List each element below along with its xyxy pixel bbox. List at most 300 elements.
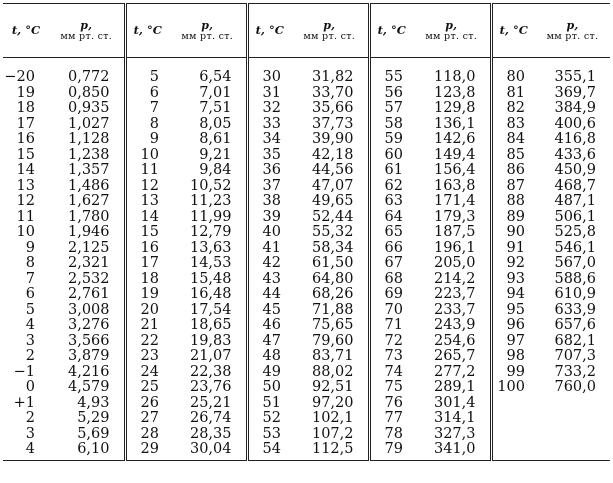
pressure-cell: 2,761 (49, 287, 125, 303)
temperature-cell: 9 (149, 131, 159, 147)
pressure-cell: 7,51 (169, 101, 247, 117)
pressure-cell: 71,88 (291, 303, 369, 319)
pressure-cell: 1,627 (49, 194, 125, 210)
pressure-cell: 633,9 (554, 301, 596, 318)
temperature-cell: 4 (3, 442, 49, 460)
pressure-cell: 277,2 (413, 365, 491, 381)
pressure-cell: 3,879 (49, 349, 125, 365)
temperature-cell: 98 (506, 348, 525, 364)
pressure-cell: 289,1 (413, 380, 491, 396)
temperature-cell: 78 (384, 425, 403, 442)
temperature-cell: 5 (25, 301, 35, 318)
pressure-cell: 0,935 (49, 101, 125, 117)
temperature-cell: 41 (262, 239, 281, 256)
pressure-cell: 10,52 (169, 179, 247, 195)
header-pressure-symbol: p, (80, 18, 93, 32)
temperature-cell: 84 (506, 131, 525, 147)
temperature-cell: 86 (506, 162, 525, 178)
temperature-cell: 96 (506, 317, 525, 333)
temperature-cell: 30 (262, 69, 281, 85)
header-pressure-1 (49, 4, 125, 58)
pressure-cell: 610,9 (554, 286, 596, 302)
temperature-cell: 62 (384, 177, 403, 194)
pressure-cell: 118,0 (413, 70, 491, 86)
pressure-cell: 355,1 (554, 69, 596, 85)
temperature-cell: 26 (140, 394, 159, 411)
temperature-cell: 56 (384, 84, 403, 101)
header-temperature-3 (247, 4, 291, 58)
temperature-cell: 14 (16, 162, 35, 178)
temperature-cell: 54 (247, 442, 291, 460)
pressure-cell: 1,357 (49, 163, 125, 179)
temperature-cell: 3 (25, 425, 35, 442)
header-pressure-symbol: p, (323, 18, 336, 32)
pressure-cell: 83,71 (291, 349, 369, 365)
pressure-cell: 1,238 (49, 148, 125, 164)
temperature-cell: 82 (506, 100, 525, 116)
pressure-cell: 9,21 (169, 148, 247, 164)
temperature-cell: 46 (262, 317, 281, 333)
table-row (3, 101, 610, 117)
pressure-cell: 468,7 (554, 177, 596, 194)
pressure-cell: 149,4 (413, 148, 491, 164)
pressure-cell: 567,0 (554, 255, 596, 271)
pressure-cell: 588,6 (554, 270, 596, 287)
pressure-cell: 3,566 (49, 334, 125, 350)
pressure-cell: 47,07 (291, 179, 369, 195)
pressure-cell: 112,5 (291, 442, 369, 460)
temperature-cell: 95 (506, 301, 525, 318)
temperature-cell: 35 (262, 146, 281, 163)
pressure-cell: 61,50 (291, 256, 369, 272)
temperature-cell: 40 (262, 224, 281, 240)
pressure-cell: 58,34 (291, 241, 369, 257)
pressure-cell: 102,1 (291, 411, 369, 427)
vapor-pressure-table (3, 3, 610, 461)
temperature-cell: 80 (506, 69, 525, 85)
temperature-cell: 9 (25, 239, 35, 256)
temperature-cell: 28 (140, 425, 159, 442)
temperature-cell: 13 (16, 177, 35, 194)
table-row (3, 318, 610, 334)
pressure-cell: 16,48 (169, 287, 247, 303)
temperature-cell: 21 (140, 317, 159, 333)
temperature-cell: 73 (384, 348, 403, 364)
pressure-cell: 3,276 (49, 318, 125, 334)
temperature-cell: 67 (384, 255, 403, 271)
pressure-cell: 171,4 (413, 194, 491, 210)
pressure-cell: 4,216 (49, 365, 125, 381)
pressure-cell: 525,8 (554, 224, 596, 240)
pressure-cell: 33,70 (291, 86, 369, 102)
temperature-cell: 22 (140, 332, 159, 349)
pressure-cell: 4,579 (49, 380, 125, 396)
pressure-cell: 107,2 (291, 427, 369, 443)
header-pressure-unit: мм рт. ст. (546, 30, 599, 42)
pressure-cell: 129,8 (413, 101, 491, 117)
temperature-cell: 77 (384, 410, 403, 426)
temperature-cell: 10 (140, 146, 159, 163)
table-row (3, 132, 610, 148)
header-pressure-symbol: p, (445, 18, 458, 32)
temperature-cell: 93 (506, 270, 525, 287)
temperature-cell: −1 (13, 363, 35, 380)
pressure-cell: 0,850 (49, 86, 125, 102)
pressure-cell: 11,23 (169, 194, 247, 210)
pressure-cell: 39,90 (291, 132, 369, 148)
pressure-cell: 384,9 (554, 100, 596, 116)
pressure-cell: 179,3 (413, 210, 491, 226)
pressure-cell: 92,51 (291, 380, 369, 396)
header-pressure-4 (413, 4, 491, 58)
temperature-cell: 89 (506, 208, 525, 225)
pressure-cell: 42,18 (291, 148, 369, 164)
table-row (3, 179, 610, 195)
temperature-cell: 17 (16, 115, 35, 132)
temperature-cell: 61 (384, 162, 403, 178)
pressure-cell: 301,4 (413, 396, 491, 412)
pressure-cell: 4,93 (49, 396, 125, 412)
temperature-cell: 60 (384, 146, 403, 163)
temperature-cell: 6 (149, 84, 159, 101)
pressure-cell: 214,2 (413, 272, 491, 288)
temperature-cell: 13 (140, 193, 159, 209)
table-row (3, 225, 610, 241)
temperature-cell: 50 (262, 379, 281, 395)
pressure-cell: 30,04 (169, 442, 247, 460)
pressure-cell: 506,1 (554, 208, 596, 225)
temperature-cell: 2 (25, 410, 35, 426)
temperature-cell: 12 (16, 193, 35, 209)
pressure-cell: 187,5 (413, 225, 491, 241)
table-row (3, 349, 610, 365)
pressure-cell: 8,61 (169, 132, 247, 148)
table-row (3, 396, 610, 412)
temperature-cell: 33 (262, 115, 281, 132)
table-row (3, 411, 610, 427)
table-row (3, 86, 610, 102)
temperature-cell: 99 (506, 363, 525, 380)
table-row (3, 303, 610, 319)
temperature-cell: 48 (262, 348, 281, 364)
temperature-cell: 51 (262, 394, 281, 411)
temperature-cell: 17 (140, 255, 159, 271)
temperature-cell: 47 (262, 332, 281, 349)
temperature-cell: 11 (16, 208, 35, 225)
pressure-cell: 314,1 (413, 411, 491, 427)
temperature-cell: 53 (262, 425, 281, 442)
temperature-cell: 58 (384, 115, 403, 132)
temperature-cell: 5 (149, 69, 159, 85)
header-temperature-4 (369, 4, 413, 58)
temperature-cell: 70 (384, 301, 403, 318)
pressure-cell: 75,65 (291, 318, 369, 334)
temperature-cell: 8 (25, 255, 35, 271)
temperature-cell: 100 (497, 379, 525, 395)
temperature-cell: 14 (140, 208, 159, 225)
pressure-cell: 196,1 (413, 241, 491, 257)
temperature-cell: 44 (262, 286, 281, 302)
header-pressure-symbol: p, (566, 18, 579, 32)
pressure-cell: 433,6 (554, 146, 596, 163)
temperature-cell: 37 (262, 177, 281, 194)
pressure-cell: 760,0 (554, 379, 596, 395)
pressure-cell: 26,74 (169, 411, 247, 427)
pressure-cell: 31,82 (291, 70, 369, 86)
temperature-cell: 29 (125, 442, 169, 460)
pressure-cell: 5,69 (49, 427, 125, 443)
pressure-cell: 14,53 (169, 256, 247, 272)
pressure-cell: 707,3 (554, 348, 596, 364)
temperature-cell: 36 (262, 162, 281, 178)
temperature-cell: 6 (25, 286, 35, 302)
temperature-cell: 57 (384, 100, 403, 116)
temperature-cell: 12 (140, 177, 159, 194)
temperature-cell: 2 (25, 348, 35, 364)
table-row (3, 287, 610, 303)
pressure-cell: 8,05 (169, 117, 247, 133)
pressure-cell: 2,125 (49, 241, 125, 257)
temperature-cell: 11 (140, 162, 159, 178)
temperature-cell: 38 (262, 193, 281, 209)
temperature-cell: 0 (25, 379, 35, 395)
pressure-cell: 9,84 (169, 163, 247, 179)
temperature-cell: 66 (384, 239, 403, 256)
pressure-cell: 68,26 (291, 287, 369, 303)
pressure-cell: 11,99 (169, 210, 247, 226)
temperature-cell: 16 (140, 239, 159, 256)
temperature-cell: 71 (384, 317, 403, 333)
temperature-cell: +1 (13, 394, 35, 411)
temperature-cell: −20 (4, 69, 35, 85)
header-temperature-5 (491, 4, 535, 58)
temperature-cell: 85 (506, 146, 525, 163)
pressure-cell: 79,60 (291, 334, 369, 350)
pressure-cell: 682,1 (554, 332, 596, 349)
header-pressure-2 (169, 4, 247, 58)
temperature-cell: 23 (140, 348, 159, 364)
temperature-cell: 75 (384, 379, 403, 395)
table-row (3, 148, 610, 164)
pressure-cell: 17,54 (169, 303, 247, 319)
temperature-cell: 65 (384, 224, 403, 240)
pressure-cell: 450,9 (554, 162, 596, 178)
temperature-cell: 52 (262, 410, 281, 426)
table-row (3, 241, 610, 257)
temperature-cell: 42 (262, 255, 281, 271)
temperature-cell: 18 (16, 100, 35, 116)
temperature-cell: 19 (16, 84, 35, 101)
pressure-cell: 136,1 (413, 117, 491, 133)
temperature-cell: 72 (384, 332, 403, 349)
pressure-cell: 6,54 (169, 70, 247, 86)
header-temperature-1 (3, 4, 49, 58)
header-pressure-5 (535, 4, 610, 58)
vapor-pressure-table-container (3, 3, 610, 481)
pressure-cell: 12,79 (169, 225, 247, 241)
pressure-cell: 1,128 (49, 132, 125, 148)
temperature-cell: 19 (140, 286, 159, 302)
table-row (3, 70, 610, 86)
pressure-cell: 22,38 (169, 365, 247, 381)
temperature-cell: 59 (384, 131, 403, 147)
pressure-cell: 2,321 (49, 256, 125, 272)
temperature-cell: 90 (506, 224, 525, 240)
temperature-cell: 49 (262, 363, 281, 380)
temperature-cell: 81 (506, 84, 525, 101)
pressure-cell: 1,946 (49, 225, 125, 241)
pressure-cell: 2,532 (49, 272, 125, 288)
temperature-cell: 92 (506, 255, 525, 271)
table-row (3, 194, 610, 210)
pressure-cell: 0,772 (49, 70, 125, 86)
pressure-cell: 28,35 (169, 427, 247, 443)
table-row (3, 256, 610, 272)
temperature-cell: 97 (506, 332, 525, 349)
pressure-cell: 254,6 (413, 334, 491, 350)
pressure-cell: 657,6 (554, 317, 596, 333)
pressure-cell: 13,63 (169, 241, 247, 257)
temperature-cell: 83 (506, 115, 525, 132)
temperature-cell: 87 (506, 177, 525, 194)
pressure-cell: 21,07 (169, 349, 247, 365)
table-row (3, 365, 610, 381)
temperature-cell: 25 (140, 379, 159, 395)
pressure-cell: 1,780 (49, 210, 125, 226)
header-pressure-unit: мм рт. ст. (425, 30, 478, 42)
pressure-cell: 1,486 (49, 179, 125, 195)
pressure-cell (535, 396, 610, 412)
temperature-cell: 74 (384, 363, 403, 380)
pressure-cell: 15,48 (169, 272, 247, 288)
temperature-cell: 15 (140, 224, 159, 240)
pressure-cell: 223,7 (413, 287, 491, 303)
temperature-cell (491, 396, 535, 412)
temperature-cell: 8 (149, 115, 159, 132)
pressure-cell: 156,4 (413, 163, 491, 179)
pressure-cell: 19,83 (169, 334, 247, 350)
pressure-cell: 97,20 (291, 396, 369, 412)
temperature-cell: 15 (16, 146, 35, 163)
pressure-cell: 6,10 (49, 442, 125, 460)
pressure-cell: 546,1 (554, 239, 596, 256)
header-pressure-unit: мм рт. ст. (303, 30, 356, 42)
pressure-cell: 55,32 (291, 225, 369, 241)
header-temperature-label: t, °C (133, 23, 162, 38)
temperature-cell: 91 (506, 239, 525, 256)
temperature-cell: 94 (506, 286, 525, 302)
temperature-cell: 16 (16, 131, 35, 147)
table-row (3, 272, 610, 288)
pressure-cell: 327,3 (413, 427, 491, 443)
pressure-cell: 3,008 (49, 303, 125, 319)
pressure-cell: 37,73 (291, 117, 369, 133)
temperature-cell: 88 (506, 193, 525, 209)
pressure-cell (535, 427, 610, 443)
temperature-cell: 32 (262, 100, 281, 116)
pressure-cell: 52,44 (291, 210, 369, 226)
table-row (3, 117, 610, 133)
pressure-cell: 233,7 (413, 303, 491, 319)
temperature-cell: 45 (262, 301, 281, 318)
temperature-cell: 79 (369, 442, 413, 460)
header-pressure-symbol: p, (201, 18, 214, 32)
pressure-cell: 369,7 (554, 84, 596, 101)
pressure-cell: 18,65 (169, 318, 247, 334)
temperature-cell (491, 411, 535, 427)
table-row (3, 210, 610, 226)
pressure-cell: 265,7 (413, 349, 491, 365)
pressure-cell: 205,0 (413, 256, 491, 272)
header-pressure-unit: мм рт. ст. (60, 30, 113, 42)
temperature-cell: 39 (262, 208, 281, 225)
pressure-cell: 44,56 (291, 163, 369, 179)
header-temperature-label: t, °C (377, 23, 406, 38)
header-temperature-label: t, °C (499, 23, 528, 38)
table-row (3, 442, 610, 460)
header-pressure-3 (291, 4, 369, 58)
pressure-cell: 416,8 (554, 131, 596, 147)
pressure-cell: 142,6 (413, 132, 491, 148)
pressure-cell: 1,027 (49, 117, 125, 133)
temperature-cell: 27 (140, 410, 159, 426)
table-row (3, 334, 610, 350)
header-row (3, 4, 610, 58)
temperature-cell: 31 (262, 84, 281, 101)
table-row (3, 427, 610, 443)
temperature-cell: 3 (25, 332, 35, 349)
spacer-cell (125, 58, 169, 71)
temperature-cell (491, 427, 535, 443)
temperature-cell: 63 (384, 193, 403, 209)
temperature-cell: 55 (384, 69, 403, 85)
header-pressure-unit: мм рт. ст. (181, 30, 234, 42)
pressure-cell (535, 442, 610, 460)
temperature-cell: 7 (25, 270, 35, 287)
temperature-cell: 76 (384, 394, 403, 411)
temperature-cell: 10 (16, 224, 35, 240)
pressure-cell: 25,21 (169, 396, 247, 412)
temperature-cell (491, 442, 535, 460)
temperature-cell: 68 (384, 270, 403, 287)
pressure-cell: 88,02 (291, 365, 369, 381)
header-temperature-label: t, °C (11, 23, 41, 38)
temperature-cell: 34 (262, 131, 281, 147)
pressure-cell: 64,80 (291, 272, 369, 288)
pressure-cell: 341,0 (413, 442, 491, 460)
temperature-cell: 69 (384, 286, 403, 302)
pressure-cell: 5,29 (49, 411, 125, 427)
table-row (3, 380, 610, 396)
pressure-cell: 243,9 (413, 318, 491, 334)
pressure-cell: 733,2 (554, 363, 596, 380)
temperature-cell: 24 (140, 363, 159, 380)
pressure-cell (535, 411, 610, 427)
temperature-cell: 20 (140, 301, 159, 318)
temperature-cell: 7 (149, 100, 159, 116)
header-temperature-2 (125, 4, 169, 58)
pressure-cell: 23,76 (169, 380, 247, 396)
pressure-cell: 7,01 (169, 86, 247, 102)
temperature-cell: 4 (25, 317, 35, 333)
temperature-cell: 64 (384, 208, 403, 225)
pressure-cell: 487,1 (554, 193, 596, 209)
pressure-cell: 35,66 (291, 101, 369, 117)
temperature-cell: 18 (140, 270, 159, 287)
header-temperature-label: t, °C (255, 23, 284, 38)
pressure-cell: 123,8 (413, 86, 491, 102)
pressure-cell: 400,6 (554, 115, 596, 132)
